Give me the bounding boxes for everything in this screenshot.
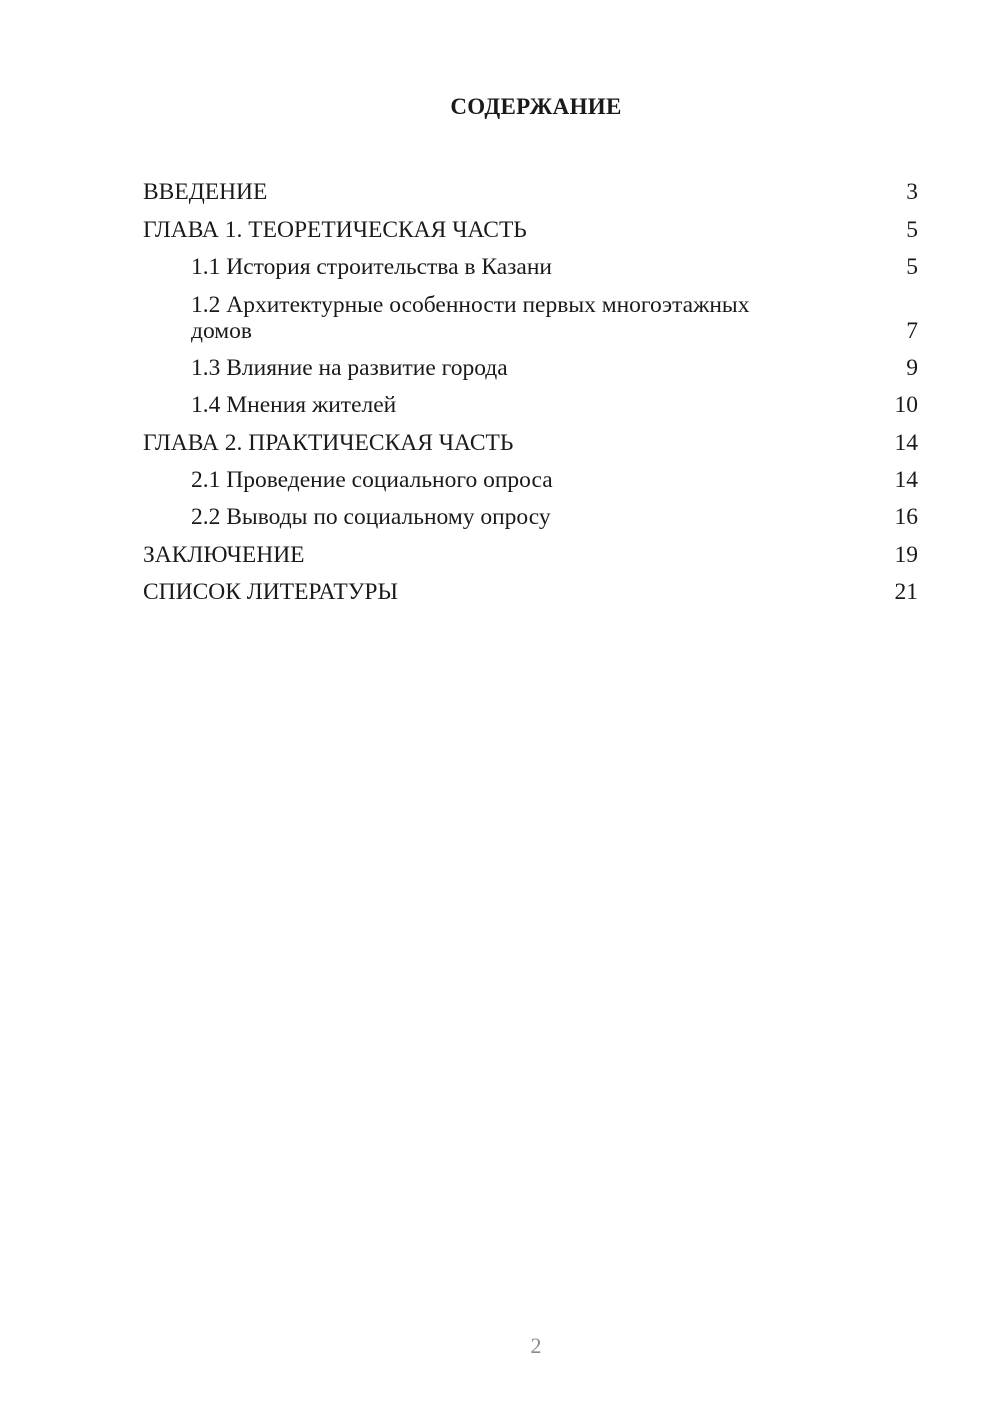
toc-entry-page: 19 — [894, 541, 918, 568]
toc-entry-page: 9 — [906, 355, 918, 382]
toc-entry-page: 5 — [906, 253, 918, 280]
toc-entry-label: 2.2 Выводы по социальному опросу — [191, 504, 551, 531]
toc-entry-section-1-1[interactable] — [143, 243, 918, 280]
toc-entry-label: ГЛАВА 2. ПРАКТИЧЕСКАЯ ЧАСТЬ — [143, 429, 514, 456]
toc-entry-references[interactable] — [143, 568, 918, 605]
toc-entry-label: 1.1 История строительства в Казани — [191, 253, 553, 280]
toc-entry-page: 10 — [894, 392, 918, 419]
toc-entry-page: 3 — [906, 179, 918, 206]
toc-entry-page: 16 — [894, 504, 918, 531]
page-number: 2 — [530, 1333, 542, 1358]
toc-entry-label: 2.1 Проведение социального опроса — [191, 467, 553, 494]
toc-entry-page: 7 — [906, 317, 918, 344]
toc-entry-page: 14 — [894, 467, 918, 494]
toc-entry-section-1-2[interactable] — [143, 280, 918, 344]
toc-entry-section-2-1[interactable] — [143, 456, 918, 493]
toc-entry-section-1-3[interactable] — [143, 344, 918, 381]
page-title: СОДЕРЖАНИЕ — [450, 94, 622, 119]
toc-entry-label: 1.3 Влияние на развитие города — [191, 355, 508, 382]
toc-entry-chapter-2[interactable] — [143, 418, 918, 455]
toc-entry-introduction[interactable] — [143, 168, 918, 205]
toc-entry-label: 1.2 Архитектурные особенности первых многоэтажных домов — [191, 291, 750, 344]
toc-entry-page: 5 — [906, 216, 918, 243]
toc-entry-page: 21 — [894, 578, 918, 605]
toc-entry-section-1-4[interactable] — [143, 381, 918, 418]
toc-entry-label: ЗАКЛЮЧЕНИЕ — [143, 541, 305, 568]
toc-entry-page: 14 — [894, 429, 918, 456]
toc-entry-chapter-1[interactable] — [143, 205, 918, 242]
toc-entry-label: ВВЕДЕНИЕ — [143, 179, 268, 206]
toc-entry-label: СПИСОК ЛИТЕРАТУРЫ — [143, 578, 398, 605]
toc-entry-conclusion[interactable] — [143, 530, 918, 567]
toc-entry-section-2-2[interactable] — [143, 493, 918, 530]
toc-entry-label: ГЛАВА 1. ТЕОРЕТИЧЕСКАЯ ЧАСТЬ — [143, 216, 527, 243]
toc-entry-label: 1.4 Мнения жителей — [191, 392, 397, 419]
table-of-contents — [143, 168, 918, 605]
